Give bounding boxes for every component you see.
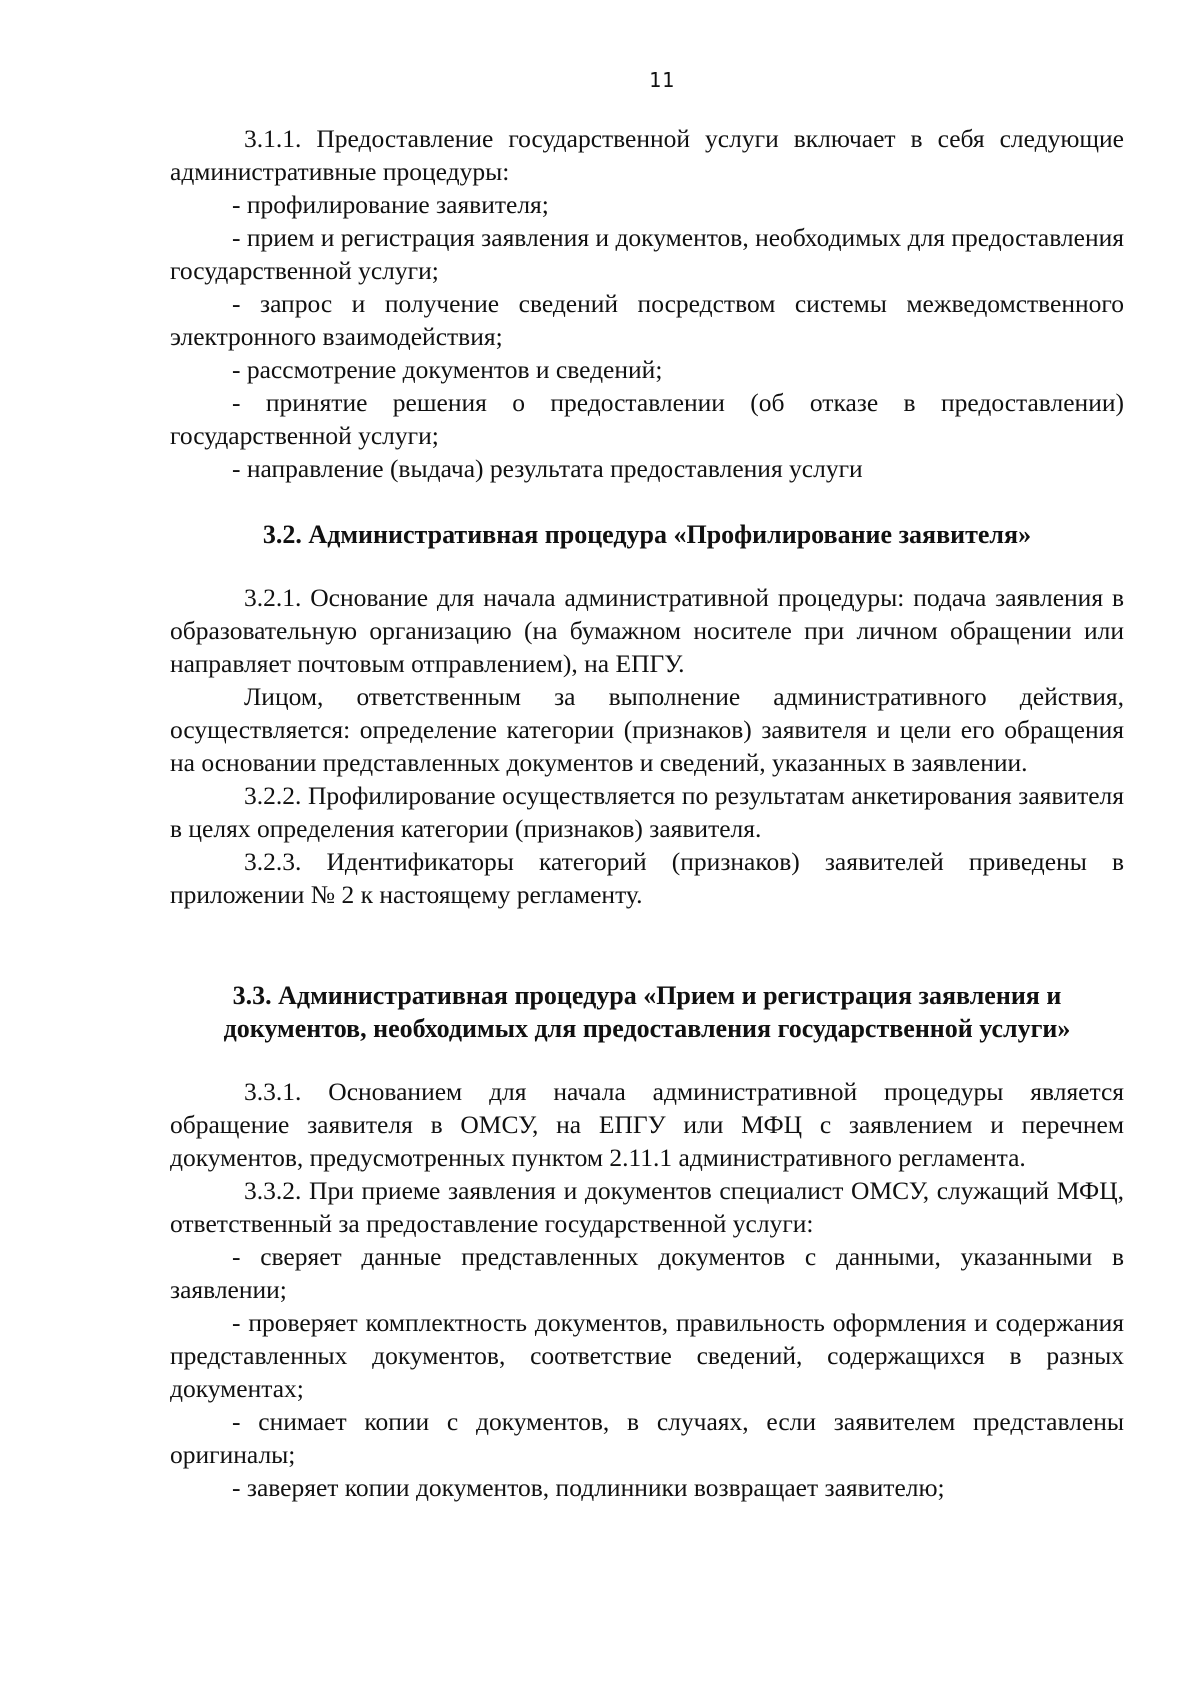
list-item: - снимает копии с документов, в случаях, если заявителем представлены оригиналы; [170,1407,1124,1469]
page-number: 11 [648,68,676,92]
list-item: - заверяет копии документов, подлинники возвращает заявителю; [232,1473,945,1502]
list-item: - запрос и получение сведений посредством системы межведомственного электронного взаимодействия; [170,289,1124,351]
list-item: - прием и регистрация заявления и документов, необходимых для предоставления государственной услуги; [170,223,1125,285]
list-item: - направление (выдача) результата предоставления услуги [232,454,863,483]
list-item: - принятие решения о предоставлении (об отказе в предоставлении) государственной услуги; [170,388,1124,450]
list-item: - профилирование заявителя; [232,190,549,219]
list-item: - проверяет комплектность документов, правильность оформления и содержания представленных документов, соответствие сведений, содержащихся в разных документах; [170,1308,1124,1403]
section-heading-3-2: 3.2. Административная процедура «Профилирование заявителя» [262,520,1032,549]
paragraph: 3.3.1. Основанием для начала административной процедуры является обращение заявителя в ОМСУ, на ЕПГУ или МФЦ с заявлением и перечнем документов, предусмотренных пунктом 2.11.1 административного регламента. [170,1077,1124,1172]
paragraph: 3.2.3. Идентификаторы категорий (признаков) заявителей приведены в приложении № 2 к настоящему регламенту. [170,847,1124,909]
paragraph: 3.1.1. Предоставление государственной услуги включает в себя следующие административные процедуры: [170,124,1124,186]
paragraph: Лицом, ответственным за выполнение административного действия, осуществляется: определение категории (признаков) заявителя и цели его обращения на основании представленных документов и сведений, указанных в заявлении. [170,682,1124,777]
paragraph: 3.3.2. При приеме заявления и документов специалист ОМСУ, служащий МФЦ, ответственный за предоставление государственной услуги: [170,1176,1124,1238]
list-item: - рассмотрение документов и сведений; [232,355,663,384]
list-item: - сверяет данные представленных документов с данными, указанными в заявлении; [170,1242,1124,1304]
paragraph: 3.2.2. Профилирование осуществляется по результатам анкетирования заявителя в целях определения категории (признаков) заявителя. [170,781,1124,843]
paragraph: 3.2.1. Основание для начала административной процедуры: подача заявления в образовательную организацию (на бумажном носителе при личном обращении или направляет почтовым отправлением), на ЕПГУ. [170,583,1124,678]
section-heading-3-3: 3.3. Административная процедура «Прием и регистрация заявления и документов, необходимых для предоставления государственной услуги» [223,981,1071,1043]
